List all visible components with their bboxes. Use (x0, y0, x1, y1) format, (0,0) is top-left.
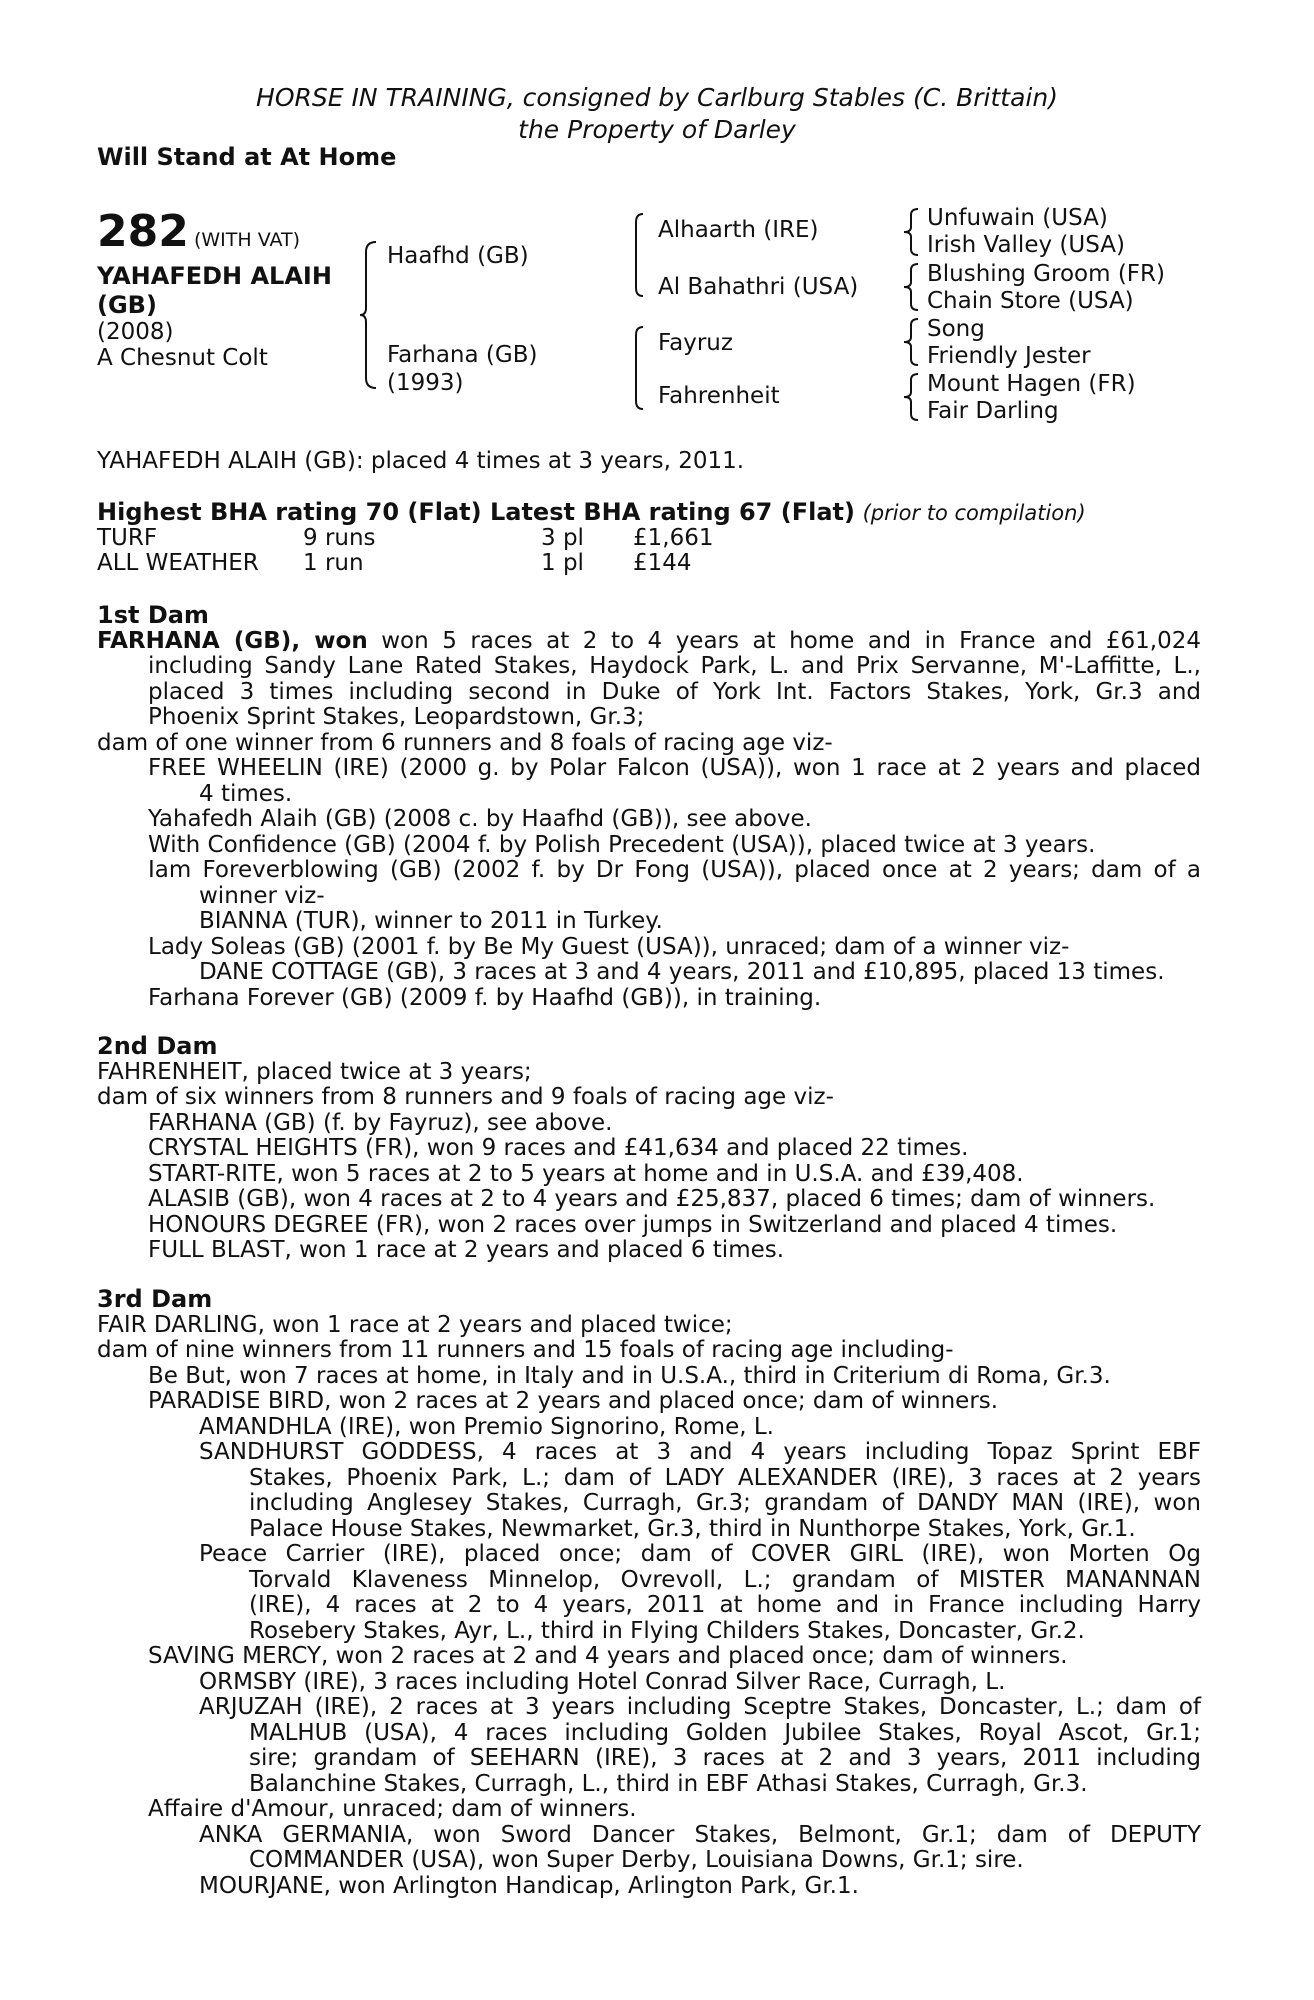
horse-name (97, 262, 357, 320)
record-surface: TURF (97, 525, 158, 551)
second-dam-progeny: HONOURS DEGREE (FR), won 2 races over jumps in Switzerland and placed 4 times. (148, 1211, 1118, 1238)
pedigree-dam-sire: Fayruz (658, 330, 733, 356)
pedigree-bracket-ds (902, 317, 920, 367)
first-dam-line: dam of one winner from 6 runners and 8 foals of racing age viz- (97, 729, 833, 756)
first-dam-progeny: Lady Soleas (GB) (2001 f. by Be My Guest (USA)), unraced; dam of a winner viz- (148, 933, 1070, 960)
pedigree-sire-dam: Al Bahathri (USA) (658, 274, 859, 300)
pedigree-dam-year: (1993) (387, 370, 464, 396)
third-dam-progeny: Be But, won 7 races at home, in Italy and in U.S.A., third in Criterium di Roma, Gr.3. (148, 1362, 1111, 1389)
third-dam-line: dam of nine winners from 11 runners and 15 foals of racing age including- (97, 1337, 954, 1363)
first-dam-progeny: With Confidence (GB) (2004 f. by Polish Precedent (USA)), placed twice at 3 years. (148, 831, 1096, 858)
third-dam-line: FAIR DARLING, won 1 race at 2 years and placed twice; (97, 1311, 733, 1338)
pedigree-sdd: Chain Store (USA) (927, 288, 1134, 314)
first-dam-line: winner viz- (199, 882, 325, 909)
first-dam-line: FARHANA (GB), won won 5 races at 2 to 4 years at home and in France and £61,024 (97, 627, 1201, 654)
first-dam-line: Phoenix Sprint Stakes, Leopardstown, Gr.3; (148, 704, 645, 730)
record-row-turf (97, 526, 713, 552)
first-dam-grandprogeny: BIANNA (TUR), winner to 2011 in Turkey. (199, 908, 663, 934)
record-surface: ALL WEATHER (97, 550, 259, 576)
pedigree-ddd: Fair Darling (927, 398, 1059, 424)
first-dam-line: 4 times. (199, 780, 293, 807)
first-dam-line: including Sandy Lane Rated Stakes, Haydock Park, L. and Prix Servanne, M'-Laffitte, L., (148, 653, 1201, 679)
bha-rating-values: Highest BHA rating 70 (Flat) Latest BHA rating 67 (Flat) (97, 498, 855, 526)
lot-number: 282 (97, 206, 189, 257)
record-earnings: £1,661 (633, 525, 714, 551)
pedigree-dam: Farhana (GB) (387, 342, 538, 368)
third-dam-line: Torvald Klaveness Minnelop, Ovrevoll, L.; grandam of MISTER MANANNAN (249, 1566, 1201, 1593)
pedigree-bracket-sd (902, 262, 920, 312)
third-dam-progeny: Affaire d'Amour, unraced; dam of winners. (148, 1796, 637, 1822)
vat-label: (WITH VAT) (193, 229, 301, 251)
second-dam-progeny: FULL BLAST, won 1 race at 2 years and placed 6 times. (148, 1237, 785, 1263)
second-dam-progeny: FARHANA (GB) (f. by Fayruz), see above. (148, 1109, 613, 1136)
second-dam-section (97, 1034, 1201, 1264)
foaling-year: (2008) (97, 319, 174, 345)
third-dam-line: MALHUB (USA), 4 races including Golden Jubilee Stakes, Royal Ascot, Gr.1; (249, 1719, 1201, 1746)
racing-summary: YAHAFEDH ALAIH (GB): placed 4 times at 3 years, 2011. (97, 448, 745, 474)
pedigree-bracket-dd (902, 372, 920, 422)
third-dam-progeny: SAVING MERCY, won 2 races at 2 and 4 years and placed once; dam of winners. (148, 1643, 1068, 1669)
record-runs: 1 run (303, 550, 364, 576)
third-dam-section (97, 1287, 1201, 1899)
third-dam-grandprogeny: ARJUZAH (IRE), 2 races at 3 years including Sceptre Stakes, Doncaster, L.; dam of (199, 1694, 1201, 1720)
third-dam-line: Stakes, Phoenix Park, L.; dam of LADY ALEXANDER (IRE), 3 races at 2 years (249, 1464, 1201, 1491)
pedigree-bracket-sire (630, 212, 646, 298)
second-dam-progeny: ALASIB (GB), won 4 races at 2 to 4 years and £25,837, placed 6 times; dam of winners. (148, 1186, 1156, 1212)
pedigree-dam-dam: Fahrenheit (658, 383, 780, 409)
pedigree-dsd: Friendly Jester (927, 343, 1091, 369)
section-heading: 3rd Dam (97, 1285, 213, 1313)
pedigree-sire: Haafhd (GB) (387, 243, 529, 269)
third-dam-line: Balanchine Stakes, Curragh, L., third in EBF Athasi Stakes, Curragh, Gr.3. (249, 1770, 1088, 1797)
horse-description: A Chesnut Colt (97, 345, 268, 371)
second-dam-line: dam of six winners from 8 runners and 9 foals of racing age viz- (97, 1084, 834, 1110)
first-dam-grandprogeny: DANE COTTAGE (GB), 3 races at 3 and 4 years, 2011 and £10,895, placed 13 times. (199, 959, 1165, 985)
third-dam-line: including Anglesey Stakes, Curragh, Gr.3; grandam of DANDY MAN (IRE), won (249, 1490, 1201, 1516)
header-line-1: HORSE IN TRAINING, consigned by Carlburg Stables (C. Brittain) (256, 83, 1058, 112)
first-dam-progeny: Iam Foreverblowing (GB) (2002 f. by Dr Fong (USA)), placed once at 2 years; dam of a (148, 857, 1201, 883)
third-dam-grandprogeny: ANKA GERMANIA, won Sword Dancer Stakes, Belmont, Gr.1; dam of DEPUTY (199, 1821, 1201, 1848)
record-placed: 3 pl (541, 525, 584, 551)
first-dam-progeny: Farhana Forever (GB) (2009 f. by Haafhd (GB)), in training. (148, 984, 822, 1011)
header-line-2: the Property of Darley (518, 115, 796, 144)
record-runs: 9 runs (303, 525, 376, 551)
third-dam-grandprogeny: MOURJANE, won Arlington Handicap, Arlington Park, Gr.1. (199, 1872, 859, 1899)
first-dam-section (97, 603, 1201, 1011)
pedigree-ssd: Irish Valley (USA) (927, 232, 1125, 258)
stand-location: Will Stand at At Home (97, 143, 397, 171)
pedigree-sds: Blushing Groom (FR) (927, 261, 1165, 287)
section-heading: 1st Dam (97, 601, 209, 629)
second-dam-progeny: CRYSTAL HEIGHTS (FR), won 9 races and £41,634 and placed 22 times. (148, 1135, 969, 1161)
bha-rating (97, 500, 1086, 527)
pedigree-sss: Unfuwain (USA) (927, 205, 1108, 231)
second-dam-line: FAHRENHEIT, placed twice at 3 years; (97, 1058, 532, 1085)
third-dam-grandprogeny: ORMSBY (IRE), 3 races including Hotel Conrad Silver Race, Curragh, L. (199, 1668, 1006, 1695)
record-earnings: £144 (633, 550, 692, 576)
record-placed: 1 pl (541, 550, 584, 576)
horse-name-line-1: YAHAFEDH ALAIH (97, 262, 332, 290)
third-dam-line: (IRE), 4 races at 2 to 4 years, 2011 at home and in France including Harry (249, 1592, 1201, 1618)
second-dam-progeny: START-RITE, won 5 races at 2 to 5 years at home and in U.S.A. and £39,408. (148, 1160, 1024, 1187)
third-dam-line: Rosebery Stakes, Ayr, L., third in Flying Childers Stakes, Doncaster, Gr.2. (249, 1617, 1085, 1644)
pedigree-bracket-dam (630, 325, 646, 411)
section-heading: 2nd Dam (97, 1032, 218, 1060)
first-dam-line: placed 3 times including second in Duke of York Int. Factors Stakes, York, Gr.3 and (148, 678, 1201, 705)
pedigree-dss: Song (927, 316, 985, 342)
third-dam-line: COMMANDER (USA), won Super Derby, Louisiana Downs, Gr.1; sire. (249, 1847, 1024, 1873)
first-dam-progeny: Yahafedh Alaih (GB) (2008 c. by Haafhd (GB)), see above. (148, 806, 812, 832)
first-dam-progeny: FREE WHEELIN (IRE) (2000 g. by Polar Falcon (USA)), won 1 race at 2 years and placed (148, 755, 1201, 781)
third-dam-line: Palace House Stakes, Newmarket, Gr.3, third in Nunthorpe Stakes, York, Gr.1. (249, 1515, 1136, 1542)
pedigree-sire-sire: Alhaarth (IRE) (658, 217, 819, 243)
third-dam-progeny: PARADISE BIRD, won 2 races at 2 years and placed once; dam of winners. (148, 1388, 999, 1414)
pedigree-bracket-main (360, 240, 380, 390)
pedigree-dds: Mount Hagen (FR) (927, 371, 1136, 397)
horse-name-line-2: (GB) (97, 291, 157, 319)
third-dam-line: sire; grandam of SEEHARN (IRE), 3 races at 2 and 3 years, 2011 including (249, 1745, 1201, 1771)
lot-number-block (97, 206, 301, 257)
pedigree-bracket-ss (902, 207, 920, 257)
rating-note: (prior to compilation) (862, 501, 1086, 525)
record-row-all-weather (97, 551, 692, 577)
third-dam-grandprogeny: SANDHURST GODDESS, 4 races at 3 and 4 years including Topaz Sprint EBF (199, 1439, 1201, 1465)
third-dam-grandprogeny: Peace Carrier (IRE), placed once; dam of COVER GIRL (IRE), won Morten Og (199, 1541, 1201, 1567)
third-dam-grandprogeny: AMANDHLA (IRE), won Premio Signorino, Rome, L. (199, 1413, 774, 1440)
